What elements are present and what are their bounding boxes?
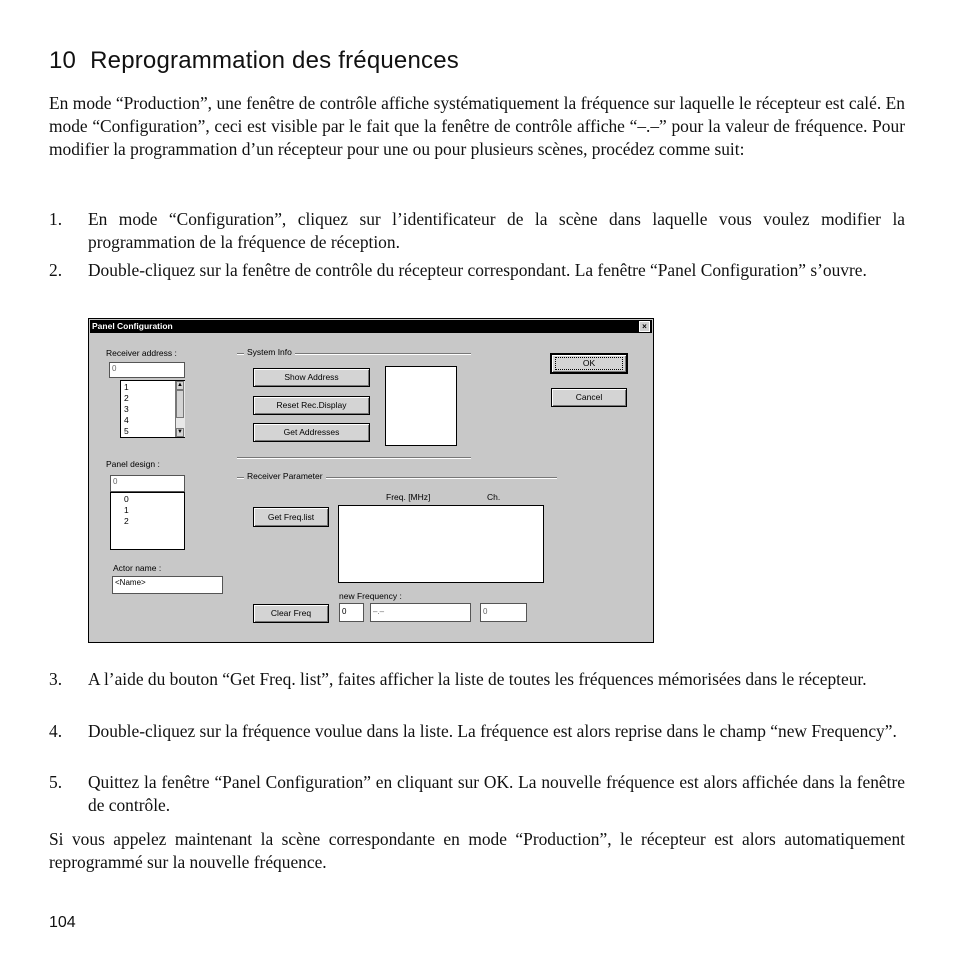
- list-item[interactable]: 1: [124, 505, 129, 515]
- section-heading: [49, 47, 459, 75]
- actor-name-label: Actor name :: [113, 563, 162, 573]
- channel-index-field[interactable]: 0: [339, 603, 364, 622]
- step-text: Quittez la fenêtre “Panel Configuration” en cliquant sur OK. La nouvelle fréquence est alors affichée dans la fenêtre de contrôle.: [88, 772, 905, 815]
- step-5: [49, 771, 905, 817]
- receiver-parameter-label: Receiver Parameter: [244, 471, 326, 481]
- channel-field[interactable]: 0: [480, 603, 527, 622]
- list-item[interactable]: 2: [124, 393, 129, 403]
- actor-name-input[interactable]: <Name>: [112, 576, 223, 594]
- panel-design-input[interactable]: 0: [110, 475, 185, 492]
- step-text: A l’aide du bouton “Get Freq. list”, faites afficher la liste de toutes les fréquences mémorisées dans le récepteur.: [88, 669, 867, 689]
- new-frequency-field[interactable]: –.–: [370, 603, 471, 622]
- intro-paragraph: En mode “Production”, une fenêtre de contrôle affiche systématiquement la fréquence sur laquelle le récepteur est calé. En mode “Configuration”, ceci est visible par le fait que la fenêtre de contrôle affiche “–.–” pour la valeur de fréquence. Pour modifier la programmation d’un récepteur pour une ou pour plusieurs scènes, procédez comme suit:: [49, 93, 905, 159]
- step-number: 4.: [49, 721, 63, 741]
- system-info-display: [385, 366, 457, 446]
- page-number: 104: [49, 914, 76, 931]
- step-number: 5.: [49, 772, 63, 792]
- freq-column-header: Freq. [MHz]: [386, 492, 431, 502]
- cancel-button[interactable]: Cancel: [551, 388, 627, 407]
- receiver-address-list[interactable]: [120, 380, 185, 438]
- focus-rect: [555, 357, 623, 370]
- reset-rec-display-button[interactable]: Reset Rec.Display: [253, 396, 370, 415]
- list-item[interactable]: 4: [124, 415, 129, 425]
- frequency-list[interactable]: [338, 505, 544, 583]
- ok-label: OK: [582, 358, 596, 368]
- closing-paragraph: Si vous appelez maintenant la scène correspondante en mode “Production”, le récepteur est alors automatiquement reprogrammé sur la nouvelle fréquence.: [49, 829, 905, 872]
- dialog-titlebar: [90, 320, 652, 333]
- panel-design-list[interactable]: [110, 492, 185, 550]
- step-text: Double-cliquez sur la fréquence voulue dans la liste. La fréquence est alors reprise dans le champ “new Frequency”.: [88, 721, 897, 741]
- step-number: 1.: [49, 209, 63, 229]
- scroll-up-icon[interactable]: ▲: [177, 382, 183, 388]
- clear-freq-button[interactable]: Clear Freq: [253, 604, 329, 623]
- ok-button[interactable]: [551, 354, 627, 373]
- ch-column-header: Ch.: [487, 492, 501, 502]
- step-3: [49, 668, 905, 691]
- show-address-button[interactable]: Show Address: [253, 368, 370, 387]
- list-item[interactable]: 1: [124, 382, 129, 392]
- get-addresses-button[interactable]: Get Addresses: [253, 423, 370, 442]
- list-item[interactable]: 0: [124, 494, 129, 504]
- step-text: En mode “Configuration”, cliquez sur l’identificateur de la scène dans laquelle vous voulez modifier la programmation de la fréquence de réception.: [88, 209, 905, 252]
- receiver-address-input[interactable]: 0: [109, 362, 185, 378]
- dialog-title: Panel Configuration: [92, 321, 173, 331]
- scroll-down-icon[interactable]: ▼: [177, 429, 183, 435]
- receiver-address-label: Receiver address :: [106, 348, 177, 358]
- section-number: 10: [49, 47, 77, 74]
- close-icon[interactable]: ×: [639, 321, 650, 332]
- panel-design-label: Panel design :: [106, 459, 160, 469]
- scroll-thumb[interactable]: [176, 390, 184, 418]
- step-1: [49, 208, 905, 254]
- panel-configuration-dialog: [88, 318, 654, 643]
- list-item[interactable]: 2: [124, 516, 129, 526]
- list-scrollbar[interactable]: [175, 381, 185, 437]
- step-number: 2.: [49, 260, 63, 280]
- step-text: Double-cliquez sur la fenêtre de contrôle du récepteur correspondant. La fenêtre “Panel Configuration” s’ouvre.: [88, 260, 867, 280]
- new-frequency-label: new Frequency :: [339, 591, 402, 601]
- step-2: [49, 259, 905, 282]
- section-title: Reprogrammation des fréquences: [90, 47, 459, 74]
- get-freq-list-button[interactable]: Get Freq.list: [253, 507, 329, 527]
- system-info-label: System Info: [244, 347, 295, 357]
- step-number: 3.: [49, 669, 63, 689]
- step-4: [49, 720, 905, 743]
- list-item[interactable]: 5: [124, 426, 129, 436]
- group-separator: [237, 457, 471, 459]
- list-item[interactable]: 3: [124, 404, 129, 414]
